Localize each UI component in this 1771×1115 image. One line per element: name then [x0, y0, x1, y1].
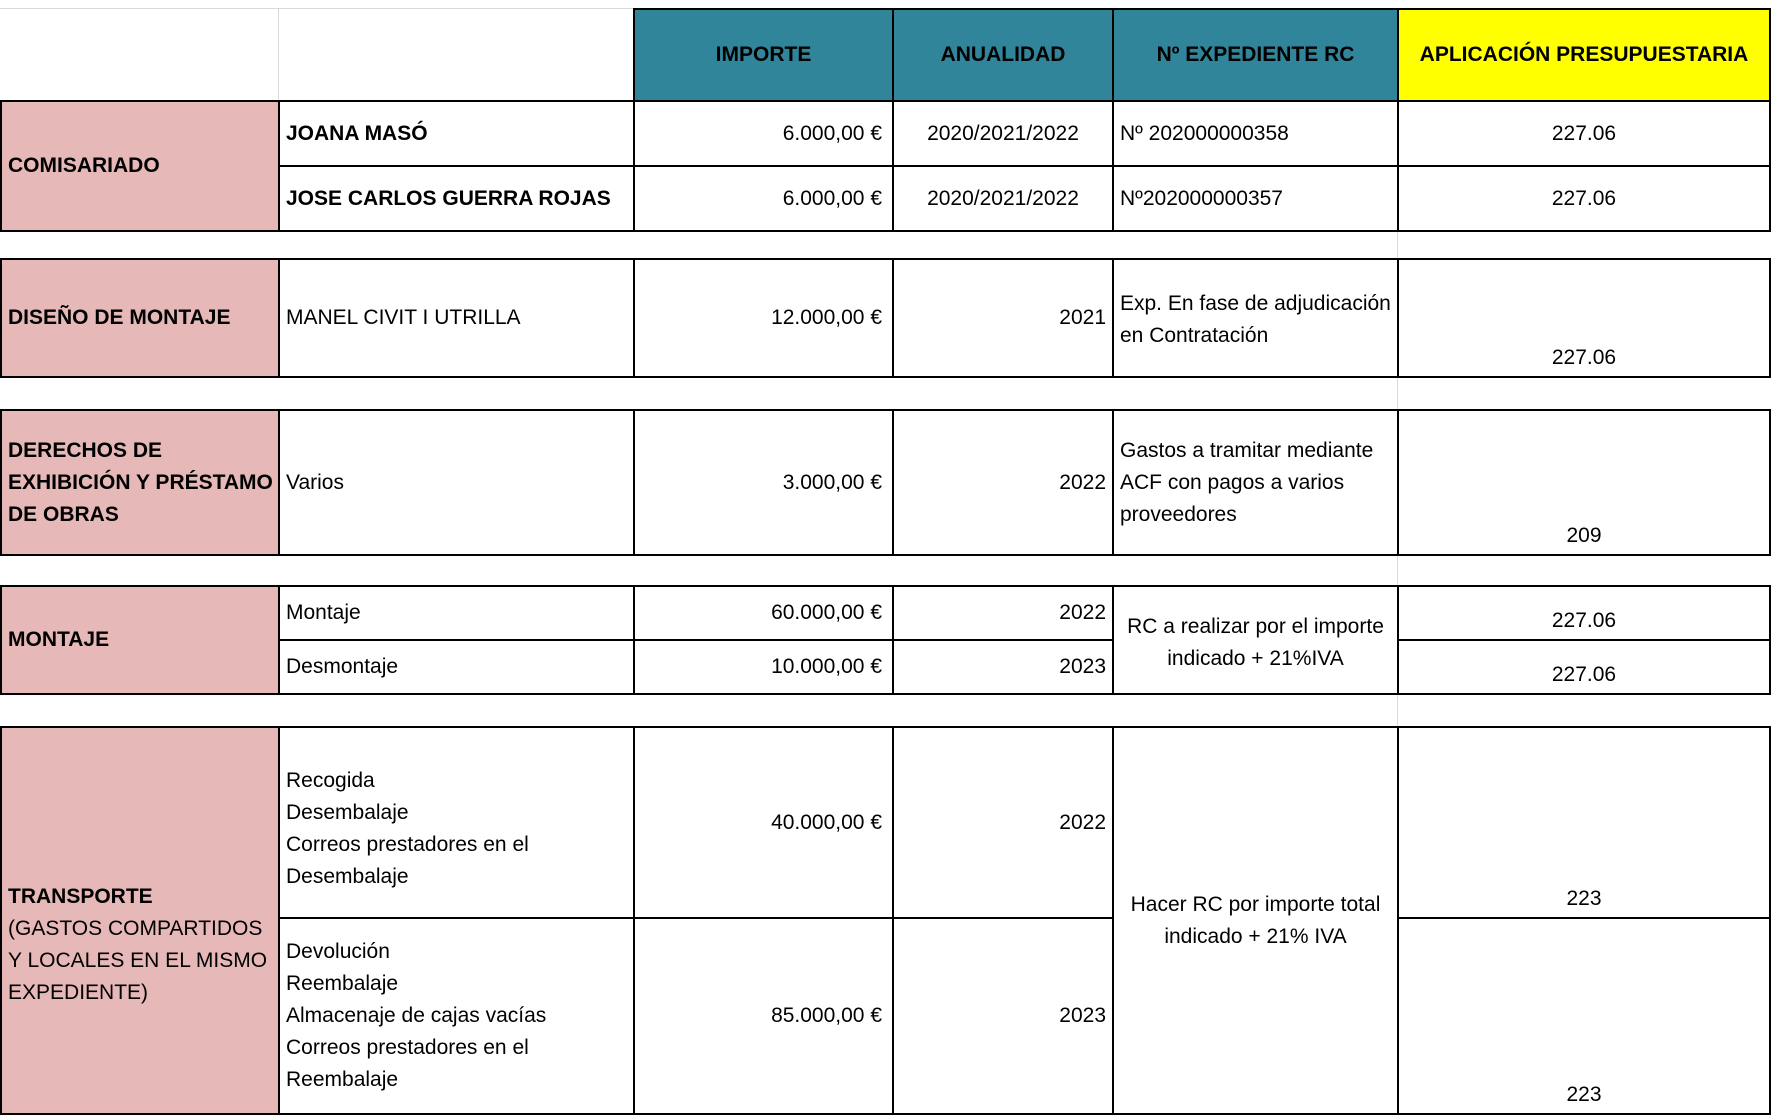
- row-anualidad: 2021: [892, 258, 1114, 378]
- row-expediente: Exp. En fase de adjudicación en Contratación: [1112, 258, 1399, 378]
- row-aplicacion: 209: [1397, 409, 1771, 556]
- montaje-expediente: RC a realizar por el importe indicado + 21%IVA: [1112, 585, 1399, 695]
- row-anualidad: 2022: [892, 585, 1114, 641]
- row-importe: 10.000,00 €: [633, 639, 894, 695]
- row-anualidad: 2020/2021/2022: [892, 165, 1114, 232]
- category-diseno: DISEÑO DE MONTAJE: [0, 258, 280, 378]
- row-name: Desmontaje: [278, 639, 635, 695]
- category-transporte: [0, 726, 280, 1115]
- header-anualidad: ANUALIDAD: [892, 8, 1114, 102]
- gridline: [1397, 230, 1398, 258]
- gridline: [1397, 694, 1398, 728]
- gridline: [1397, 554, 1398, 587]
- row-importe: 40.000,00 €: [633, 726, 894, 919]
- row-name: Montaje: [278, 585, 635, 641]
- row-aplicacion: 223: [1397, 917, 1771, 1115]
- category-derechos: DERECHOS DE EXHIBICIÓN Y PRÉSTAMO DE OBRAS: [0, 409, 280, 556]
- row-anualidad: 2023: [892, 917, 1114, 1115]
- row-name: Varios: [278, 409, 635, 556]
- divider: [0, 230, 1771, 232]
- row-anualidad: 2023: [892, 639, 1114, 695]
- gridline: [278, 8, 279, 100]
- category-transporte-title: TRANSPORTE: [8, 884, 153, 908]
- row-importe: 6.000,00 €: [633, 100, 894, 167]
- row-expediente: Gastos a tramitar mediante ACF con pagos a varios proveedores: [1112, 409, 1399, 556]
- row-aplicacion: 227.06: [1397, 258, 1771, 378]
- row-name: Devolución Reembalaje Almacenaje de cajas vacías Correos prestadores en el Reembalaje: [278, 917, 635, 1115]
- category-comisariado: COMISARIADO: [0, 100, 280, 232]
- row-aplicacion: 223: [1397, 726, 1771, 919]
- row-importe: 60.000,00 €: [633, 585, 894, 641]
- header-aplicacion: APLICACIÓN PRESUPUESTARIA: [1397, 8, 1771, 102]
- row-expediente: Nº202000000357: [1112, 165, 1399, 232]
- row-aplicacion: 227.06: [1397, 585, 1771, 641]
- row-importe: 85.000,00 €: [633, 917, 894, 1115]
- row-anualidad: 2022: [892, 726, 1114, 919]
- row-anualidad: 2020/2021/2022: [892, 100, 1114, 167]
- row-aplicacion: 227.06: [1397, 100, 1771, 167]
- row-aplicacion: 227.06: [1397, 639, 1771, 695]
- row-importe: 3.000,00 €: [633, 409, 894, 556]
- category-transporte-note: (GASTOS COMPARTIDOS Y LOCALES EN EL MISMO EXPEDIENTE): [8, 916, 268, 1004]
- row-name: MANEL CIVIT I UTRILLA: [278, 258, 635, 378]
- row-aplicacion: 227.06: [1397, 165, 1771, 232]
- row-importe: 6.000,00 €: [633, 165, 894, 232]
- row-importe: 12.000,00 €: [633, 258, 894, 378]
- header-importe: IMPORTE: [633, 8, 894, 102]
- gridline: [1397, 377, 1398, 411]
- transporte-expediente: Hacer RC por importe total indicado + 21% IVA: [1112, 726, 1399, 1115]
- row-name: Recogida Desembalaje Correos prestadores en el Desembalaje: [278, 726, 635, 919]
- row-expediente: Nº 202000000358: [1112, 100, 1399, 167]
- row-anualidad: 2022: [892, 409, 1114, 556]
- category-montaje: MONTAJE: [0, 585, 280, 695]
- header-expediente: Nº EXPEDIENTE RC: [1112, 8, 1399, 102]
- row-name: JOANA MASÓ: [278, 100, 635, 167]
- row-name: JOSE CARLOS GUERRA ROJAS: [278, 165, 635, 232]
